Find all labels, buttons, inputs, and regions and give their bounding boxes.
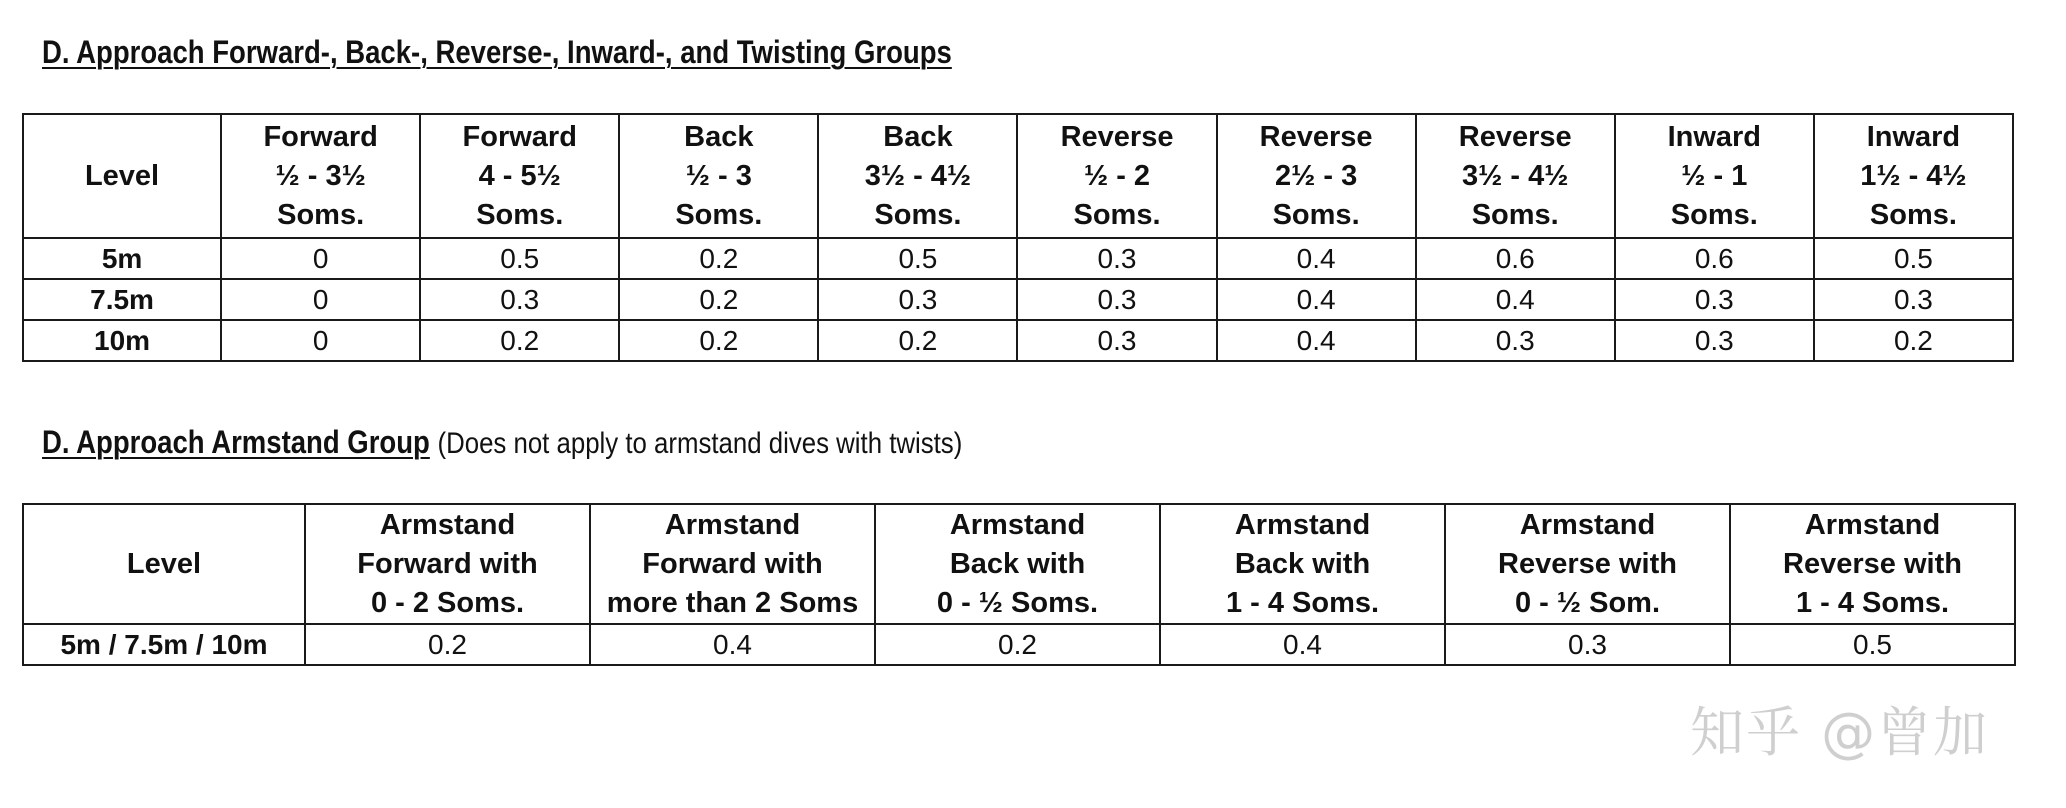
armstand-group-table [22,503,2016,666]
value-cell: 0.3 [1814,279,2013,320]
value-cell: 0 [221,279,420,320]
section-1-title-text: D. Approach Forward-, Back-, Reverse-, Inward-, and Twisting Groups [42,34,952,70]
column-header: Armstand Back with 0 - ½ Soms. [875,504,1160,624]
value-cell: 0.2 [420,320,619,361]
value-cell: 0 [221,238,420,279]
section-2-title [42,424,962,461]
column-header: Armstand Reverse with 0 - ½ Som. [1445,504,1730,624]
value-cell: 0.4 [1217,320,1416,361]
column-header: Inward 1½ - 4½ Soms. [1814,114,2013,238]
value-cell: 0.6 [1615,238,1814,279]
table-row [23,320,2013,361]
value-cell: 0.4 [1416,279,1615,320]
value-cell: 0.3 [1445,624,1730,665]
column-header: Forward ½ - 3½ Soms. [221,114,420,238]
table-row [23,624,2015,665]
value-cell: 0.2 [619,279,818,320]
column-header: Inward ½ - 1 Soms. [1615,114,1814,238]
table-header-row [23,504,2015,624]
value-cell: 0.5 [420,238,619,279]
value-cell: 0.4 [1217,279,1416,320]
value-cell: 0.3 [1017,279,1216,320]
value-cell: 0.2 [818,320,1017,361]
table-header-row [23,114,2013,238]
column-header: Forward 4 - 5½ Soms. [420,114,619,238]
value-cell: 0.4 [590,624,875,665]
column-header: Reverse ½ - 2 Soms. [1017,114,1216,238]
value-cell: 0.3 [1615,320,1814,361]
value-cell: 0.2 [1814,320,2013,361]
column-header: Reverse 3½ - 4½ Soms. [1416,114,1615,238]
value-cell: 0.5 [1814,238,2013,279]
table-row [23,238,2013,279]
approach-groups-table [22,113,2014,362]
section-1-title [42,34,952,71]
column-header: Armstand Forward with 0 - 2 Soms. [305,504,590,624]
value-cell: 0.2 [619,238,818,279]
column-header: Armstand Forward with more than 2 Soms [590,504,875,624]
value-cell: 0.3 [1017,320,1216,361]
column-header: Armstand Reverse with 1 - 4 Soms. [1730,504,2015,624]
value-cell: 0.3 [420,279,619,320]
column-header: Reverse 2½ - 3 Soms. [1217,114,1416,238]
value-cell: 0.2 [305,624,590,665]
level-cell: 5m [23,238,221,279]
value-cell: 0.2 [619,320,818,361]
value-cell: 0.4 [1160,624,1445,665]
value-cell: 0.5 [818,238,1017,279]
column-header: Back 3½ - 4½ Soms. [818,114,1017,238]
section-2-note: (Does not apply to armstand dives with twists) [437,427,963,460]
table-row [23,279,2013,320]
level-cell: 5m / 7.5m / 10m [23,624,305,665]
value-cell: 0.6 [1416,238,1615,279]
level-column-header: Level [23,114,221,238]
value-cell: 0.4 [1217,238,1416,279]
column-header: Back ½ - 3 Soms. [619,114,818,238]
value-cell: 0.3 [1416,320,1615,361]
value-cell: 0.2 [875,624,1160,665]
value-cell: 0.3 [1017,238,1216,279]
value-cell: 0 [221,320,420,361]
watermark: 知乎 @曾加 [1690,701,1990,764]
value-cell: 0.3 [1615,279,1814,320]
level-cell: 7.5m [23,279,221,320]
level-cell: 10m [23,320,221,361]
column-header: Armstand Back with 1 - 4 Soms. [1160,504,1445,624]
section-2-title-text: D. Approach Armstand Group [42,424,430,460]
level-column-header: Level [23,504,305,624]
value-cell: 0.5 [1730,624,2015,665]
value-cell: 0.3 [818,279,1017,320]
